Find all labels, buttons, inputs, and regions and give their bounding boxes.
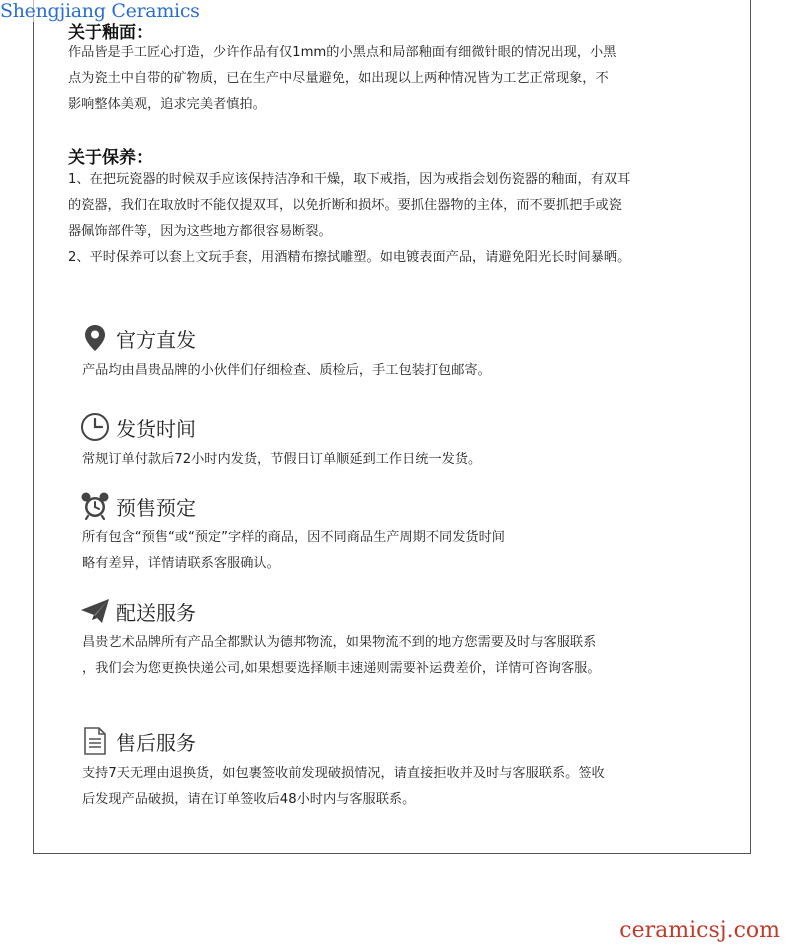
location-pin-icon: [80, 323, 110, 353]
watermark-bottom: ceramicsj.com: [619, 918, 780, 943]
service-presale-text: [82, 525, 742, 577]
service-line: 支持7天无理由退换货，如包裹签收前发现破损情况，请直接拒收并及时与客服联系。签收: [82, 766, 605, 781]
service-title: 售后服务: [116, 730, 196, 755]
service-aftersales-text: [82, 761, 742, 813]
watermark-top: Shengjiang Ceramics: [0, 0, 200, 22]
service-time-text: [82, 447, 742, 473]
glaze-paragraph: [68, 40, 738, 118]
document-icon: [80, 726, 110, 756]
service-aftersales-header: [80, 725, 196, 757]
care-section-title: 关于保养：: [68, 148, 153, 168]
service-line: 昌贵艺术品牌所有产品全都默认为德邦物流，如果物流不到的地方您需要及时与客服联系: [82, 635, 597, 650]
glaze-line: 影响整体美观，追求完美者慎拍。: [68, 97, 266, 112]
service-official-text: [82, 358, 742, 384]
care-line: 2、平时保养可以套上文玩手套，用酒精布擦拭雕塑。如电镀表面产品，请避免阳光长时间暴晒。: [68, 250, 631, 265]
paper-plane-icon: [80, 596, 110, 626]
service-title: 配送服务: [116, 600, 196, 625]
care-line: 的瓷器，我们在取放时不能仅提双耳，以免折断和损坏。要抓住器物的主体，而不要抓把手或瓷: [68, 198, 622, 213]
care-paragraph: [68, 167, 738, 271]
service-line: 常规订单付款后72小时内发货，节假日订单顺延到工作日统一发货。: [82, 452, 482, 467]
service-official-header: [80, 322, 196, 354]
service-title: 官方直发: [116, 327, 196, 352]
service-line: 后发现产品破损，请在订单签收后48小时内与客服联系。: [82, 792, 416, 807]
service-title: 预售预定: [116, 495, 196, 520]
alarm-clock-icon: [80, 491, 110, 521]
service-line: ，我们会为您更换快递公司,如果想要选择顺丰速递则需要补运费差价，详情可咨询客服。: [82, 661, 601, 676]
glaze-line: 点为瓷土中自带的矿物质，已在生产中尽量避免，如出现以上两种情况皆为工艺正常现象，不: [68, 71, 609, 86]
service-time-header: [80, 411, 196, 443]
service-delivery-header: [80, 595, 196, 627]
clock-icon: [80, 412, 110, 442]
service-line: 所有包含“预售“或“预定”字样的商品，因不同商品生产周期不同发货时间: [82, 530, 505, 545]
service-line: 略有差异，详情请联系客服确认。: [82, 556, 280, 571]
service-delivery-text: [82, 630, 742, 682]
service-presale-header: [80, 490, 196, 522]
care-line: 1、在把玩瓷器的时候双手应该保持洁净和干燥，取下戒指，因为戒指会划伤瓷器的釉面，有双耳: [68, 172, 631, 187]
glaze-line: 作品皆是手工匠心打造，少许作品有仅1mm的小黑点和局部釉面有细微针眼的情况出现，小黑: [68, 45, 617, 60]
care-line: 器佩饰部件等，因为这些地方都很容易断裂。: [68, 224, 332, 239]
service-title: 发货时间: [116, 416, 196, 441]
service-line: 产品均由昌贵品牌的小伙伴们仔细检查、质检后，手工包装打包邮寄。: [82, 363, 491, 378]
glaze-section-title: 关于釉面：: [68, 23, 153, 43]
